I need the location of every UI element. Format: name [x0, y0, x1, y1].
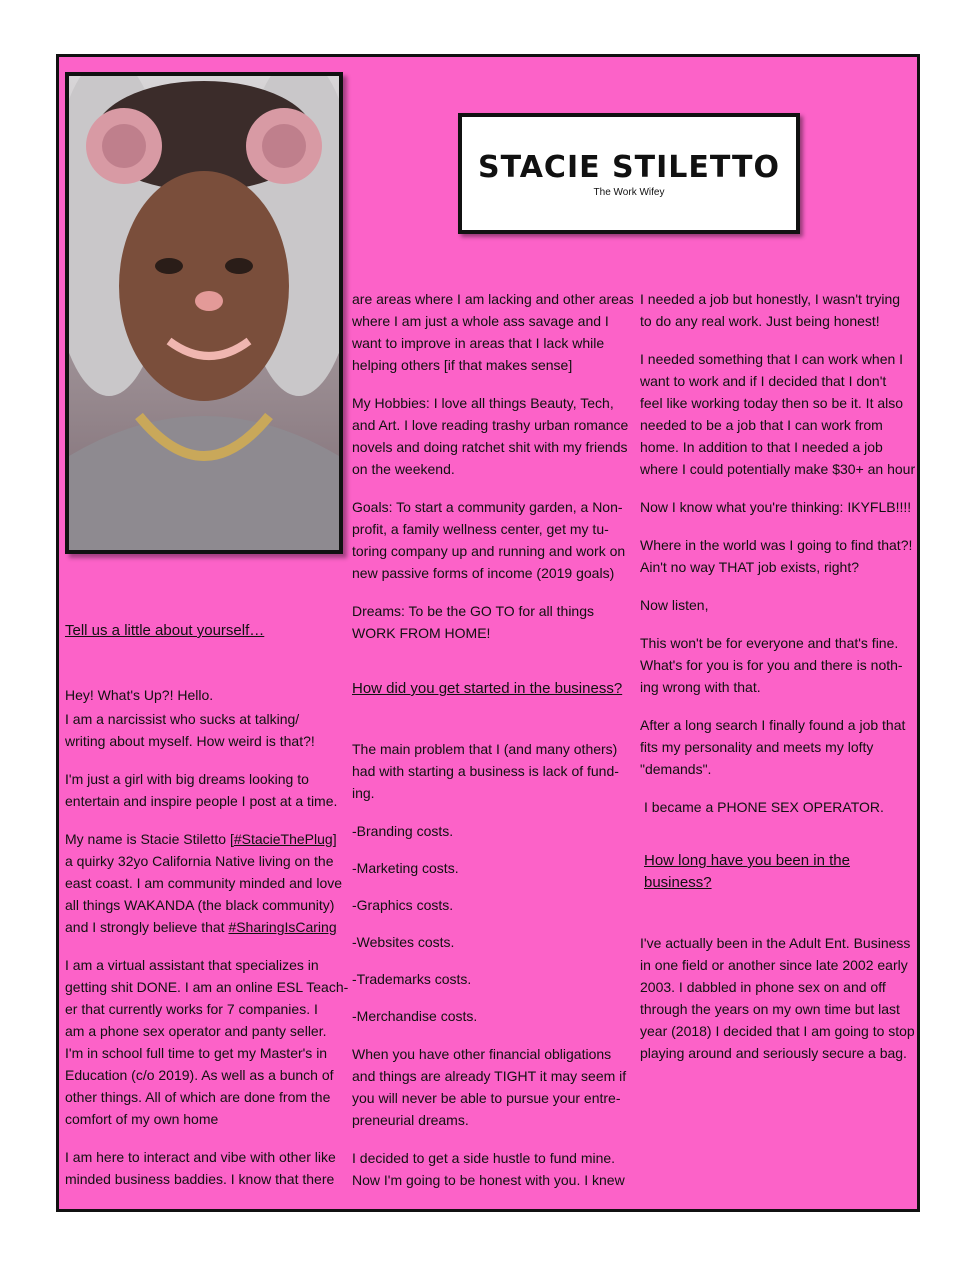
- text-line: I needed something that I can work when I: [640, 351, 904, 367]
- paragraph: I became a PHONE SEX OPERATOR.: [644, 799, 884, 815]
- text-line: I've actually been in the Adult Ent. Business: [640, 935, 911, 951]
- text-line: helping others [if that makes sense]: [352, 357, 573, 373]
- hashtag-link: #SharingIsCaring: [228, 919, 337, 935]
- text-line: home. In addition to that I needed a job: [640, 439, 883, 455]
- list-item: -Marketing costs.: [352, 860, 459, 876]
- text-line: Goals: To start a community garden, a Non-: [352, 499, 623, 515]
- column-2: [352, 288, 637, 1191]
- text-line: I'm just a girl with big dreams looking to: [65, 771, 309, 787]
- text-line: I needed a job but honestly, I wasn't trying: [640, 291, 901, 307]
- text-line: writing about myself. How weird is that?!: [65, 733, 315, 749]
- portrait-illustration: [69, 76, 339, 550]
- text-line: Dreams: To be the GO TO for all things: [352, 603, 594, 619]
- list-item: -Merchandise costs.: [352, 1008, 478, 1024]
- list-item: -Graphics costs.: [352, 897, 454, 913]
- text-line: Education (c/o 2019). As well as a bunch of: [65, 1067, 334, 1083]
- hashtag-link: #StacieThePlug: [233, 831, 333, 847]
- logo-title: STACIE STILETTO: [477, 150, 781, 185]
- text-line: Where in the world was I going to find that?!: [640, 537, 913, 553]
- text-line: all things WAKANDA (the black community): [65, 897, 335, 913]
- text-line: on the weekend.: [352, 461, 455, 477]
- text-line: The main problem that I (and many others): [352, 741, 618, 757]
- text-line: through the years on my own time but last: [640, 1001, 900, 1017]
- logo-subtitle: The Work Wifey: [593, 187, 665, 198]
- profile-photo: [65, 72, 343, 554]
- text-line: are areas where I am lacking and other areas: [352, 291, 634, 307]
- text-line: Ain't no way THAT job exists, right?: [640, 559, 859, 575]
- text-line: My name is Stacie Stiletto [: [65, 831, 234, 847]
- text-line: I am a virtual assistant that specializes in: [65, 957, 319, 973]
- text-line: entertain and inspire people I post at a time.: [65, 793, 338, 809]
- text-line: minded business baddies. I know that there: [65, 1171, 335, 1187]
- text-line: had with starting a business is lack of fund-: [352, 763, 619, 779]
- text-line: getting shit DONE. I am an online ESL Teach-: [65, 979, 349, 995]
- logo-banner: [458, 113, 800, 234]
- column-1: [65, 620, 350, 1190]
- heading-how-long: How long have you been in the business?: [644, 852, 850, 891]
- list-item: -Branding costs.: [352, 823, 454, 839]
- text-line: After a long search I finally found a job that: [640, 717, 906, 733]
- text-line: feel like working today then so be it. It also: [640, 395, 904, 411]
- text-line: ing wrong with that.: [640, 679, 761, 695]
- text-line: want to improve in areas that I lack while: [352, 335, 605, 351]
- text-line: "demands".: [640, 761, 712, 777]
- text-line: to do any real work. Just being honest!: [640, 313, 880, 329]
- text-line: What's for you is for you and there is noth-: [640, 657, 903, 673]
- text-line: needed to be a job that I can work from: [640, 417, 883, 433]
- text-line: I decided to get a side hustle to fund mine.: [352, 1150, 616, 1166]
- text-line: I am a narcissist who sucks at talking/: [65, 711, 300, 727]
- text-line: profit, a family wellness center, get my tu-: [352, 521, 609, 537]
- list-item: -Trademarks costs.: [352, 971, 472, 987]
- text-line: ]: [332, 831, 337, 847]
- text-line: novels and doing ratchet shit with my friends: [352, 439, 628, 455]
- text-line: you will never be able to pursue your entre-: [352, 1090, 621, 1106]
- text-line: in one field or another since late 2002 early: [640, 957, 908, 973]
- text-line: and things are already TIGHT it may seem if: [352, 1068, 627, 1084]
- text-line: My Hobbies: I love all things Beauty, Tech,: [352, 395, 614, 411]
- text-line: preneurial dreams.: [352, 1112, 469, 1128]
- text-line: playing around and seriously secure a bag.: [640, 1045, 907, 1061]
- text-line: er that currently works for 7 companies. I: [65, 1001, 318, 1017]
- list-item: -Websites costs.: [352, 934, 455, 950]
- text-line: This won't be for everyone and that's fine.: [640, 635, 899, 651]
- heading-getting-started: How did you get started in the business?: [352, 680, 623, 697]
- text-line: comfort of my own home: [65, 1111, 219, 1127]
- column-3: [640, 288, 920, 1064]
- text-line: When you have other financial obligations: [352, 1046, 612, 1062]
- text-line: east coast. I am community minded and love: [65, 875, 343, 891]
- text-line: new passive forms of income (2019 goals): [352, 565, 615, 581]
- text-line: where I am just a whole ass savage and I: [352, 313, 609, 329]
- text-line: and I strongly believe that: [65, 919, 229, 935]
- text-line: ing.: [352, 785, 375, 801]
- heading-about-yourself: Tell us a little about yourself…: [65, 622, 265, 639]
- text-line: WORK FROM HOME!: [352, 625, 491, 641]
- text-line: and Art. I love reading trashy urban romance: [352, 417, 629, 433]
- text-line: I am here to interact and vibe with other like: [65, 1149, 336, 1165]
- text-line: year (2018) I decided that I am going to stop: [640, 1023, 915, 1039]
- text-line: other things. All of which are done from the: [65, 1089, 331, 1105]
- paragraph: Now listen,: [640, 597, 709, 613]
- paragraph: Hey! What's Up?! Hello.: [65, 687, 214, 703]
- paragraph: Now I know what you're thinking: IKYFLB!!!!: [640, 499, 912, 515]
- text-line: fits my personality and meets my lofty: [640, 739, 874, 755]
- text-line: where I could potentially make $30+ an hour: [640, 461, 916, 477]
- text-line: Now I'm going to be honest with you. I knew: [352, 1172, 625, 1188]
- text-line: a quirky 32yo California Native living on the: [65, 853, 334, 869]
- text-line: I'm in school full time to get my Master's in: [65, 1045, 328, 1061]
- text-line: toring company up and running and work on: [352, 543, 626, 559]
- text-line: 2003. I dabbled in phone sex on and off: [640, 979, 886, 995]
- text-line: want to work and if I decided that I don't: [640, 373, 887, 389]
- text-line: am a phone sex operator and panty seller.: [65, 1023, 327, 1039]
